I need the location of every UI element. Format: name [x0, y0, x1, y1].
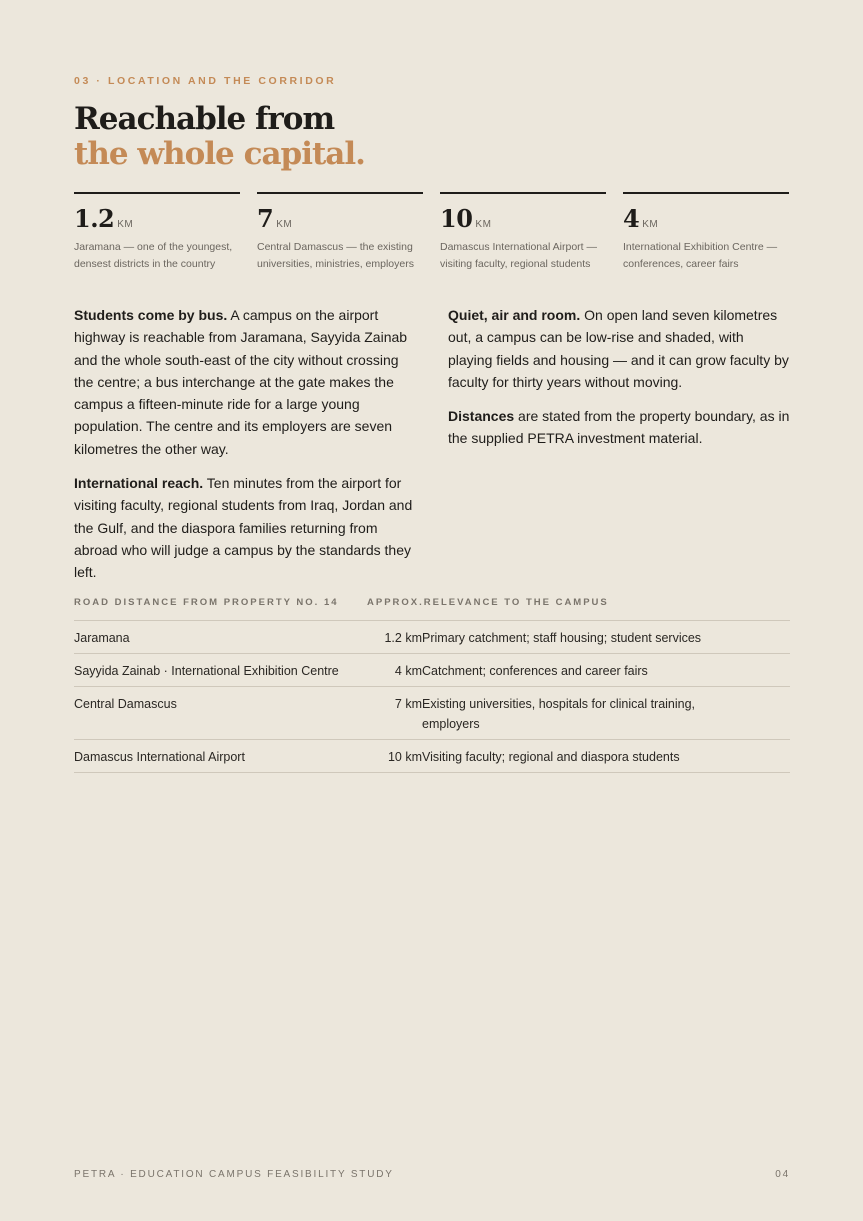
paragraph-lead: International reach.	[74, 475, 204, 492]
cell-place: Jaramana	[74, 631, 130, 645]
stat-value: 7	[257, 204, 274, 233]
paragraph-body: Ten minutes from the airport for visiting faculty, regional students from Iraq, Jordan and the Gulf, and the diaspora families returning from abroad who will judge a campus by the standards they left.	[74, 475, 413, 581]
table-row	[74, 654, 790, 687]
section-eyebrow: 03 · LOCATION AND THE CORRIDOR	[74, 75, 337, 87]
stat-description: Jaramana — one of the youngest, densest districts in the country	[74, 241, 233, 270]
paragraph-lead: Distances	[448, 408, 515, 425]
footer-title: PETRA · EDUCATION CAMPUS FEASIBILITY STUDY	[74, 1169, 394, 1180]
cell-distance: 1.2 km	[384, 631, 422, 645]
stat-jaramana	[74, 192, 240, 288]
table-row	[74, 621, 790, 654]
paragraph-bus	[74, 304, 419, 460]
page-headline	[74, 102, 365, 172]
body-column-left	[74, 304, 419, 596]
cell-relevance: Catchment; conferences and career fairs	[422, 664, 648, 678]
stat-exhibition-centre	[623, 192, 789, 288]
cell-distance: 4 km	[394, 664, 422, 678]
cell-place: Central Damascus	[74, 697, 177, 711]
cell-relevance: Existing universities, hospitals for clinical training, employers	[422, 697, 696, 731]
stat-description: International Exhibition Centre — conferences, career fairs	[623, 241, 778, 270]
paragraph-distances	[448, 405, 790, 450]
page-footer	[74, 1169, 790, 1180]
cell-place: Damascus International Airport	[74, 750, 245, 764]
stat-unit: KM	[276, 219, 293, 230]
document-page	[74, 0, 790, 1221]
stat-value: 10	[440, 204, 473, 233]
paragraph-quiet	[448, 304, 790, 393]
paragraph-lead: Quiet, air and room.	[448, 307, 581, 323]
cell-distance: 10 km	[387, 750, 422, 764]
table-row	[74, 740, 790, 773]
distance-table	[74, 597, 790, 773]
column-header-distance: ROAD DISTANCE FROM PROPERTY NO. 14	[74, 597, 339, 608]
paragraph-body: On open land seven kilometres out, a campus can be low-rise and shaded, with playing fields and housing — and it can grow faculty by faculty for thirty years without moving.	[448, 307, 789, 390]
paragraph-body: are stated from the property boundary, as in the supplied PETRA investment material.	[448, 408, 790, 447]
column-header-relevance: APPROX.RELEVANCE TO THE CAMPUS	[367, 597, 609, 608]
page-number: 04	[775, 1169, 790, 1180]
headline-line-1: Reachable from	[74, 101, 335, 137]
body-column-right	[448, 304, 790, 462]
stat-unit: KM	[117, 219, 134, 230]
headline-line-2: the whole capital.	[74, 136, 365, 172]
distance-stats	[74, 192, 790, 288]
cell-place: Sayyida Zainab · International Exhibition Centre	[74, 664, 339, 678]
stat-airport	[440, 192, 606, 288]
stat-central-damascus	[257, 192, 423, 288]
cell-relevance: Visiting faculty; regional and diaspora students	[422, 750, 680, 764]
stat-description: Damascus International Airport — visiting faculty, regional students	[440, 241, 597, 270]
stat-unit: KM	[475, 219, 492, 230]
paragraph-body: A campus on the airport highway is reachable from Jaramana, Sayyida Zainab and the whole south-east of the city without crossing the centre; a bus interchange at the gate makes the campus a fifteen-minute ride for a large young population. The centre and its employers are seven kilometres the other way.	[74, 307, 408, 457]
stat-unit: KM	[642, 219, 659, 230]
stat-description: Central Damascus — the existing universities, ministries, employers	[257, 241, 414, 270]
table-row	[74, 687, 790, 740]
stat-value: 1.2	[74, 204, 115, 233]
cell-distance: 7 km	[394, 697, 422, 711]
table-header	[74, 597, 790, 621]
paragraph-international	[74, 472, 419, 583]
cell-relevance: Primary catchment; staff housing; student services	[422, 631, 702, 645]
paragraph-lead: Students come by bus.	[74, 307, 228, 323]
stat-value: 4	[623, 204, 640, 233]
